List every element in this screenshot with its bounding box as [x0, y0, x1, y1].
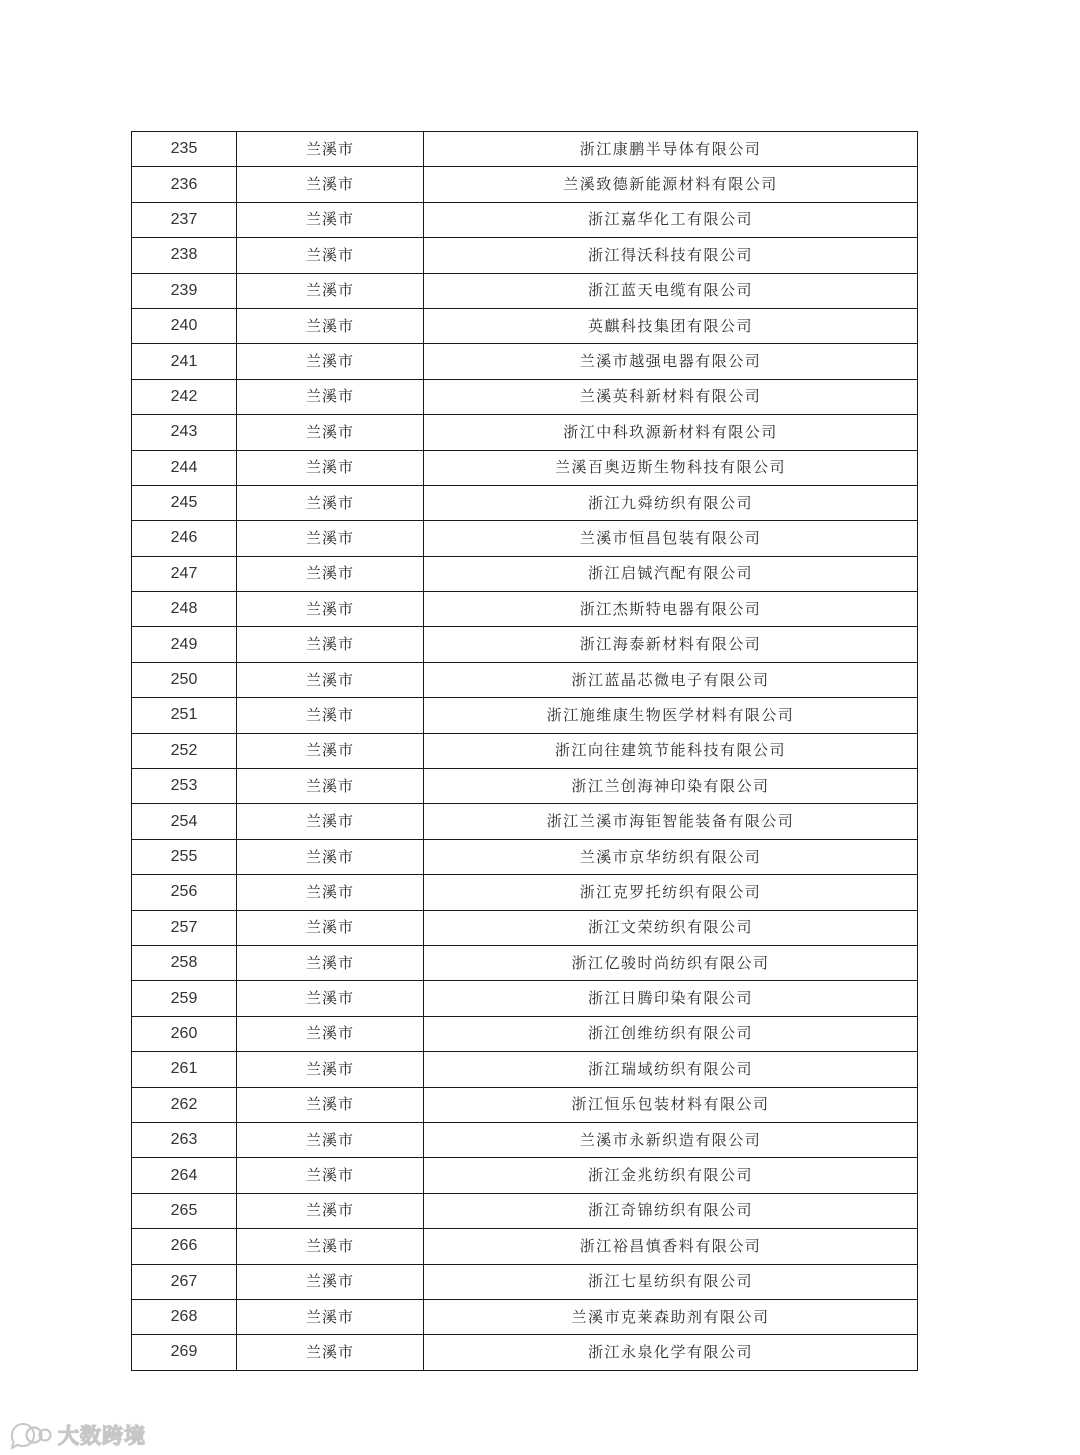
company-name-cell: 浙江裕昌慎香料有限公司: [424, 1229, 918, 1264]
table-row: [132, 308, 918, 343]
row-number-cell: 237: [132, 202, 237, 237]
city-cell: 兰溪市: [237, 1335, 424, 1370]
table-row: [132, 1052, 918, 1087]
city-cell: 兰溪市: [237, 167, 424, 202]
row-number-cell: 266: [132, 1229, 237, 1264]
company-name-cell: 浙江蓝晶芯微电子有限公司: [424, 662, 918, 697]
company-name-cell: 兰溪市恒昌包装有限公司: [424, 521, 918, 556]
row-number-cell: 262: [132, 1087, 237, 1122]
company-name-cell: 浙江创维纺织有限公司: [424, 1016, 918, 1051]
table-row: [132, 1016, 918, 1051]
city-cell: 兰溪市: [237, 804, 424, 839]
row-number-cell: 258: [132, 945, 237, 980]
city-cell: 兰溪市: [237, 450, 424, 485]
company-name-cell: 浙江兰溪市海钜智能装备有限公司: [424, 804, 918, 839]
table-row: [132, 910, 918, 945]
chat-bubble-logo-icon: [8, 1420, 52, 1450]
company-name-cell: 浙江克罗托纺织有限公司: [424, 875, 918, 910]
row-number-cell: 256: [132, 875, 237, 910]
company-name-cell: 兰溪市永新织造有限公司: [424, 1122, 918, 1157]
row-number-cell: 257: [132, 910, 237, 945]
table-row: [132, 981, 918, 1016]
row-number-cell: 267: [132, 1264, 237, 1299]
city-cell: 兰溪市: [237, 1052, 424, 1087]
table-row: [132, 485, 918, 520]
city-cell: 兰溪市: [237, 556, 424, 591]
company-name-cell: 浙江蓝天电缆有限公司: [424, 273, 918, 308]
city-cell: 兰溪市: [237, 592, 424, 627]
table-row: [132, 344, 918, 379]
company-name-cell: 兰溪百奥迈斯生物科技有限公司: [424, 450, 918, 485]
company-name-cell: 浙江瑞域纺织有限公司: [424, 1052, 918, 1087]
row-number-cell: 247: [132, 556, 237, 591]
city-cell: 兰溪市: [237, 521, 424, 556]
row-number-cell: 238: [132, 238, 237, 273]
row-number-cell: 263: [132, 1122, 237, 1157]
row-number-cell: 264: [132, 1158, 237, 1193]
table-row: [132, 202, 918, 237]
table-row: [132, 1087, 918, 1122]
company-name-cell: 浙江康鹏半导体有限公司: [424, 132, 918, 167]
city-cell: 兰溪市: [237, 1087, 424, 1122]
table-row: [132, 450, 918, 485]
table-row: [132, 415, 918, 450]
city-cell: 兰溪市: [237, 769, 424, 804]
table-row: [132, 132, 918, 167]
city-cell: 兰溪市: [237, 839, 424, 874]
company-name-cell: 兰溪市京华纺织有限公司: [424, 839, 918, 874]
row-number-cell: 254: [132, 804, 237, 839]
row-number-cell: 243: [132, 415, 237, 450]
table-row: [132, 875, 918, 910]
city-cell: 兰溪市: [237, 485, 424, 520]
company-name-cell: 浙江金兆纺织有限公司: [424, 1158, 918, 1193]
city-cell: 兰溪市: [237, 1122, 424, 1157]
table-row: [132, 1229, 918, 1264]
company-name-cell: 浙江得沃科技有限公司: [424, 238, 918, 273]
city-cell: 兰溪市: [237, 415, 424, 450]
table-row: [132, 839, 918, 874]
city-cell: 兰溪市: [237, 202, 424, 237]
company-name-cell: 浙江文荣纺织有限公司: [424, 910, 918, 945]
company-name-cell: 浙江向往建筑节能科技有限公司: [424, 733, 918, 768]
city-cell: 兰溪市: [237, 1016, 424, 1051]
city-cell: 兰溪市: [237, 733, 424, 768]
table-body: [132, 132, 918, 1371]
row-number-cell: 241: [132, 344, 237, 379]
city-cell: 兰溪市: [237, 662, 424, 697]
row-number-cell: 253: [132, 769, 237, 804]
row-number-cell: 240: [132, 308, 237, 343]
row-number-cell: 252: [132, 733, 237, 768]
row-number-cell: 235: [132, 132, 237, 167]
table-row: [132, 1335, 918, 1370]
row-number-cell: 239: [132, 273, 237, 308]
company-name-cell: 浙江启铖汽配有限公司: [424, 556, 918, 591]
company-name-cell: 浙江兰创海神印染有限公司: [424, 769, 918, 804]
table-row: [132, 1193, 918, 1228]
company-name-cell: 浙江杰斯特电器有限公司: [424, 592, 918, 627]
watermark: [8, 1418, 146, 1452]
city-cell: 兰溪市: [237, 910, 424, 945]
company-name-cell: 浙江日腾印染有限公司: [424, 981, 918, 1016]
table-row: [132, 733, 918, 768]
city-cell: 兰溪市: [237, 344, 424, 379]
table-row: [132, 1158, 918, 1193]
company-name-cell: 浙江九舜纺织有限公司: [424, 485, 918, 520]
row-number-cell: 255: [132, 839, 237, 874]
table-row: [132, 769, 918, 804]
table-row: [132, 1264, 918, 1299]
company-name-cell: 浙江中科玖源新材料有限公司: [424, 415, 918, 450]
table-row: [132, 1299, 918, 1334]
row-number-cell: 246: [132, 521, 237, 556]
city-cell: 兰溪市: [237, 945, 424, 980]
row-number-cell: 245: [132, 485, 237, 520]
company-name-cell: 浙江施维康生物医学材料有限公司: [424, 698, 918, 733]
city-cell: 兰溪市: [237, 238, 424, 273]
company-name-cell: 浙江海泰新材料有限公司: [424, 627, 918, 662]
city-cell: 兰溪市: [237, 308, 424, 343]
city-cell: 兰溪市: [237, 981, 424, 1016]
row-number-cell: 269: [132, 1335, 237, 1370]
table-row: [132, 238, 918, 273]
city-cell: 兰溪市: [237, 1229, 424, 1264]
table-row: [132, 945, 918, 980]
table-row: [132, 1122, 918, 1157]
row-number-cell: 259: [132, 981, 237, 1016]
company-name-cell: 兰溪市克莱森助剂有限公司: [424, 1299, 918, 1334]
table-row: [132, 627, 918, 662]
company-name-cell: 浙江嘉华化工有限公司: [424, 202, 918, 237]
table-row: [132, 167, 918, 202]
table-row: [132, 379, 918, 414]
city-cell: 兰溪市: [237, 698, 424, 733]
table-row: [132, 273, 918, 308]
row-number-cell: 268: [132, 1299, 237, 1334]
company-name-cell: 浙江亿骏时尚纺织有限公司: [424, 945, 918, 980]
row-number-cell: 250: [132, 662, 237, 697]
city-cell: 兰溪市: [237, 1264, 424, 1299]
company-name-cell: 浙江永泉化学有限公司: [424, 1335, 918, 1370]
city-cell: 兰溪市: [237, 379, 424, 414]
company-name-cell: 浙江七星纺织有限公司: [424, 1264, 918, 1299]
row-number-cell: 248: [132, 592, 237, 627]
city-cell: 兰溪市: [237, 1299, 424, 1334]
city-cell: 兰溪市: [237, 132, 424, 167]
table-row: [132, 556, 918, 591]
row-number-cell: 236: [132, 167, 237, 202]
company-name-cell: 兰溪致德新能源材料有限公司: [424, 167, 918, 202]
row-number-cell: 260: [132, 1016, 237, 1051]
row-number-cell: 249: [132, 627, 237, 662]
city-cell: 兰溪市: [237, 273, 424, 308]
company-name-cell: 兰溪市越强电器有限公司: [424, 344, 918, 379]
city-cell: 兰溪市: [237, 1158, 424, 1193]
table-row: [132, 698, 918, 733]
watermark-text: 大数跨境: [58, 1424, 146, 1448]
row-number-cell: 265: [132, 1193, 237, 1228]
company-name-cell: 英麒科技集团有限公司: [424, 308, 918, 343]
company-name-cell: 浙江奇锦纺织有限公司: [424, 1193, 918, 1228]
row-number-cell: 261: [132, 1052, 237, 1087]
row-number-cell: 244: [132, 450, 237, 485]
row-number-cell: 242: [132, 379, 237, 414]
table-row: [132, 592, 918, 627]
company-name-cell: 浙江恒乐包装材料有限公司: [424, 1087, 918, 1122]
company-list-table: [131, 131, 918, 1371]
city-cell: 兰溪市: [237, 875, 424, 910]
row-number-cell: 251: [132, 698, 237, 733]
table-row: [132, 804, 918, 839]
city-cell: 兰溪市: [237, 1193, 424, 1228]
table-row: [132, 521, 918, 556]
table-row: [132, 662, 918, 697]
city-cell: 兰溪市: [237, 627, 424, 662]
company-name-cell: 兰溪英科新材料有限公司: [424, 379, 918, 414]
